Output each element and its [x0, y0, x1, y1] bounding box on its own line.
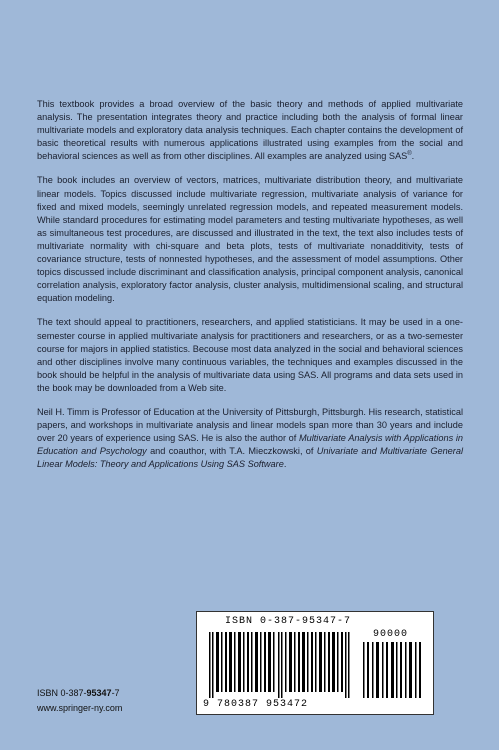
- book-title-2: Univariate and Multivariate General Linear Models: Theory and Applications Using SAS Software: [37, 446, 464, 470]
- bio-text-b: and coauthor, with T.A. Mieczkowski, of: [146, 446, 317, 457]
- description-paragraph-1: [37, 98, 463, 163]
- registered-mark: ®: [407, 151, 412, 158]
- ean-barcode-bars: [209, 632, 359, 698]
- description-paragraph-2: The book includes an overview of vectors, matrices, multivariate distribution theory, and multivariate linear models. Topics discussed include multivariate regression, multivariate analysis of variance for fixed and mixed models, seemingly unrelated regression models, and repeated measurement models. While standard procedures for estimating model parameters and testing multivariate hypotheses, as well as simultaneous test procedures, are discussed and illustrated in the text, the text also includes tests of multivariate normality with chi-square and beta plots, tests of multivariate nonadditivity, tests of covariance structure, tests of nonnested hypotheses, and the assessment of model assumptions. Other topics discussed include discriminant and classification analysis, principal component analysis, canonical correlation analysis, exploratory factor analysis, cluster analysis, multidimensional scaling, and structural equation modeling.: [37, 175, 463, 304]
- back-cover-text: [37, 98, 463, 482]
- book-title-1: Multivariate Analysis with Applications in Education and Psychology: [37, 433, 463, 457]
- barcode-addon-number: 90000: [373, 629, 409, 640]
- isbn-suffix: -7: [111, 688, 120, 698]
- isbn-prefix: ISBN 0-387-: [37, 688, 87, 698]
- p1-text: This textbook provides a broad overview of the basic theory and methods of applied multivariate analysis. The presentation integrates theory and practice including both the analysis of formal linear multivariate models and exploratory data analysis techniques. Each chapter contains the development of basic theoretical results with numerous applications illustrated using examples from the social and behavioral sciences as well as from other disciplines. All examples are analyzed using SAS: [37, 99, 463, 162]
- isbn-bold: 95347: [86, 688, 112, 698]
- bio-text-c: .: [283, 459, 287, 470]
- addon-barcode-bars: [363, 642, 425, 698]
- publisher-info: [37, 686, 122, 716]
- barcode: [196, 611, 434, 715]
- barcode-ean-number: 9 780387 953472: [203, 699, 309, 710]
- author-bio: [37, 406, 463, 471]
- website-url: www.springer-ny.com: [37, 703, 123, 713]
- description-paragraph-3: The text should appeal to practitioners, researchers, and applied statisticians. It may be used in a one-semester course in applied multivariate analysis for practitioners and researchers, or as a two-semester course for majors in applied statistics. Becouse most data analyzed in the social and behavioral sciences and other disciplines involve many continuous variables, the techniques and examples discussed in the book should be helpful in the analysis of multivariate data using SAS. All programs and data sets used in the book may be downloaded from a Web site.: [37, 317, 463, 393]
- isbn-text: [37, 686, 122, 701]
- barcode-isbn-label: ISBN 0-387-95347-7: [225, 616, 352, 627]
- bio-text-a: Neil H. Timm is Professor of Education at the University of Pittsburgh, Pittsburgh. His research, statistical papers, and workshops in multivariate analysis and linear models span more than 30 years and include over 20 years of experience using SAS. He is also the author of: [37, 406, 463, 444]
- p1-end: .: [411, 151, 415, 162]
